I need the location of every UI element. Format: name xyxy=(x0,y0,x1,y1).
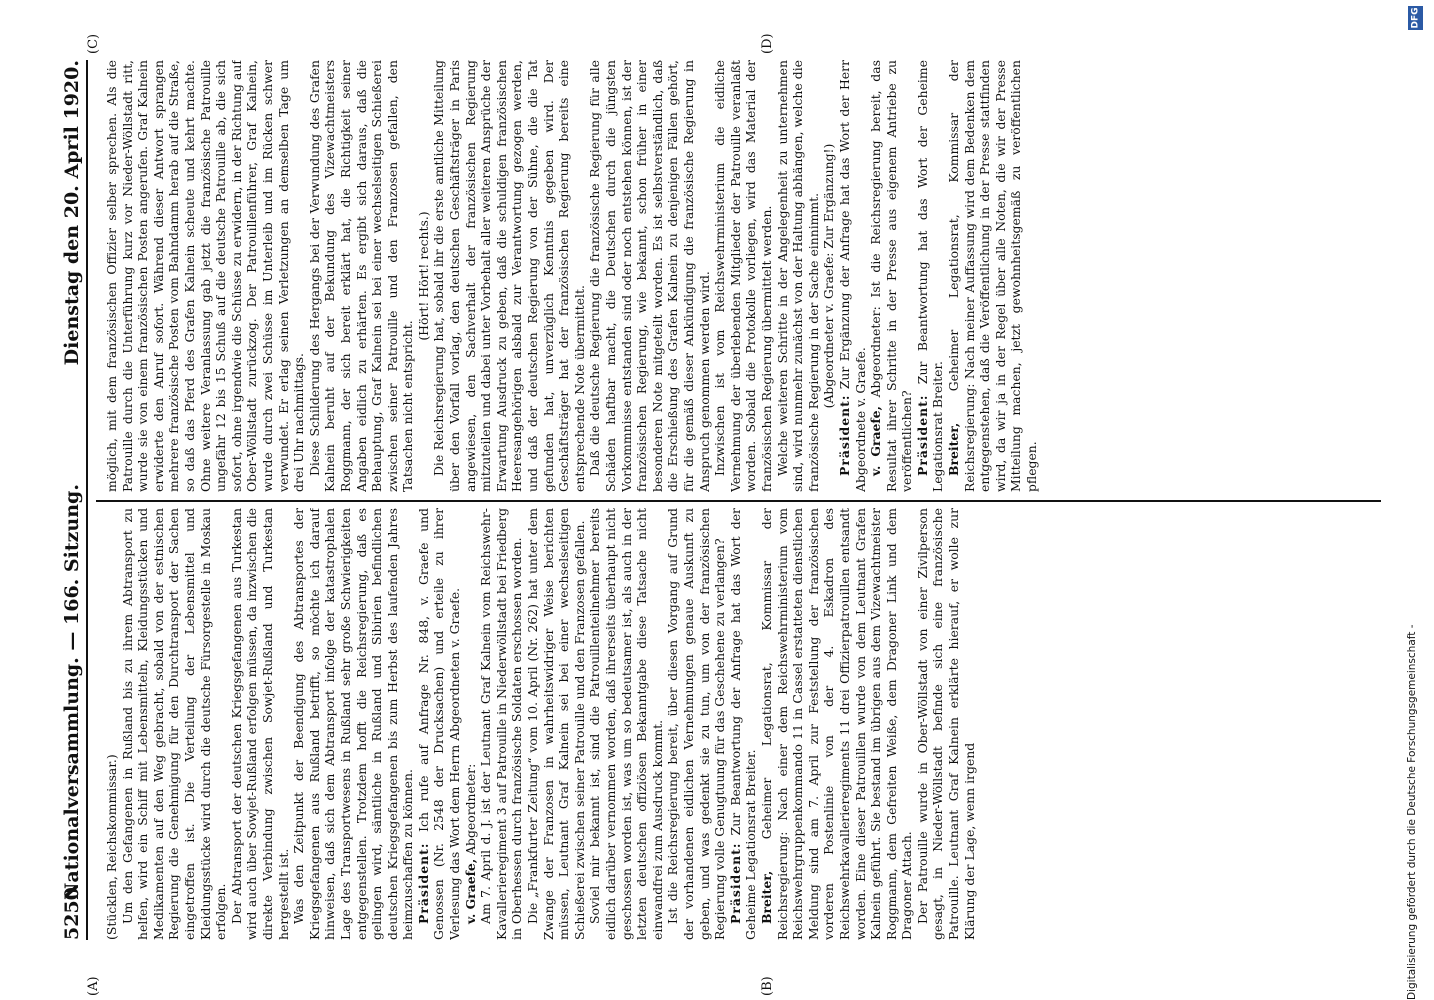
paragraph: Diese Schilderung des Hergangs bei der Verwundung des Grafen Kalnein beruht auf der Bekundung des Vizewachtmeisters Roggmann, der sich bereit erklärt hat, die Richtigkeit seiner Angaben eidlich zu erhärten. Es ergibt sich daraus, daß die Behauptung, Graf Kalnein sei bei einer wechselseitigen Schießerei zwischen seiner Patrouille und den Franzosen gefallen, den Tatsachen nicht entspricht. xyxy=(306,60,416,492)
speaker-paragraph xyxy=(837,60,868,492)
speaker-label: Präsident: xyxy=(727,842,743,924)
paragraph: Die Reichsregierung hat, sobald ihr die erste amtliche Mitteilung über den Vorfall vorlag, den deutschen Geschäftsträger in Paris angewiesen, den Sachverhalt der französischen Regierung mitzuteilen und dabei unter Vorbehalt aller weiteren Ansprüche der Erwartung Ausdruck zu geben, daß die schuldigen französischen Heeresangehörigen alsbald zur Verantwortung gezogen werden, und daß der deutschen Regierung von der Sühne, die die Tat gefunden hat, unverzüglich Kenntnis gegeben wird. Der Geschäftsträger hat der französischen Regierung bereits eine entsprechende Note übermittelt. xyxy=(431,60,587,492)
speaker-label: v. Graefe, xyxy=(868,406,884,476)
speaker-paragraph xyxy=(946,60,1040,492)
interjection: (Hört! Hört! rechts.) xyxy=(415,211,431,341)
speaker-role: Abgeordneter: xyxy=(462,763,478,855)
column-divider xyxy=(96,500,1381,502)
speaker-paragraph xyxy=(416,508,463,940)
paragraph: Inzwischen ist vom Reichswehrministerium die eidliche Vernehmung der überlebenden Mitglieder der Patrouille veranlaßt worden. Sobald die Protokolle vorliegen, wird das Material der französischen Regierung übermittelt werden. xyxy=(712,60,774,492)
margin-marker-b: (B) xyxy=(760,976,775,996)
paragraph: Die „Frankfurter Zeitung“ vom 10. April (Nr. 262) hat unter dem Zwange der Franzosen in wahrheitswidriger Weise berichten müssen, Leutnant Graf Kalnein sei bei einer wechselseitigen Schießerei zwischen seiner Patrouille und den Franzosen gefallen. xyxy=(525,508,587,940)
speech-text: Nach einer dem Reichswehrministerium vom Reichswehrgruppenkommando 11 in Cassel erstatteten dienstlichen Meldung sind am 7. April zur Feststellung der französischen vorderen Postenlinie von der 4. Eskadron des Reichswehrkavallerieregiments 11 drei Offizierpatrouillen entsandt worden. Eine dieser Patrouillen wurde von dem Leutnant Grafen Kalnein geführt. Sie bestand im übrigen aus dem Vizewachtmeister Roggmann, dem Gefreiten Weiße, dem Dragoner Link und dem Dragoner Attach. xyxy=(774,508,915,940)
speech-text: Zur Ergänzung der Anfrage hat das Wort der Herr Abgeordnete v. Graefe. xyxy=(836,60,868,492)
speaker-label: v. Graefe, xyxy=(462,858,478,924)
paragraph: Am 7. April d. J. ist der Leutnant Graf Kalnein vom Reichswehr-Kavallerieregiment 3 auf Patrouille in Niederwöllstadt bei Friedberg in Oberhessen durch französische Soldaten erschossen worden. xyxy=(478,508,525,940)
dfg-logo xyxy=(1408,6,1423,30)
paragraph: Um den Gefangenen in Rußland bis zu ihrem Abtransport zu helfen, wird ein Schiff mit Lebensmitteln, Kleidungsstücken und Medikamenten auf den Weg gebracht, sobald von der estnischen Regierung die Genehmigung für den Durchtransport der Sachen eingetroffen ist. Die Verteilung der Lebensmittel und Kleidungsstücke wird durch die deutsche Fürsorgestelle in Moskau erfolgen. xyxy=(119,508,229,940)
speech-text: Ich rufe auf Anfrage Nr. 848, v. Graefe und Genossen (Nr. 2548 der Drucksachen) und erteile zu ihrer Verlesung das Wort dem Herrn Abgeordneten v. Graefe. xyxy=(415,508,463,940)
page-header xyxy=(60,60,88,940)
speech-text: Zur Beantwortung der Anfrage hat das Wort der Geheime Legationsrat Breiter. xyxy=(727,508,759,940)
digitization-watermark xyxy=(1398,0,1434,1000)
speaker-label: Präsident: xyxy=(914,394,930,476)
speaker-label: Präsident: xyxy=(415,842,431,924)
paragraph: Welche weiteren Schritte in der Angelegenheit zu unternehmen sind, wird nunmehr zunächst von der Haltung abhängen, welche die französische Regierung in der Sache einnimmt. xyxy=(774,60,821,492)
speaker-paragraph xyxy=(759,508,915,940)
speaker-label: Präsident: xyxy=(836,394,852,476)
paragraph: Der Patrouille wurde in Ober-Wöllstadt von einer Zivilperson gesagt, in Nieder-Wöllstadt befinde sich eine französische Patrouille. Leutnant Graf Kalnein erklärte hierauf, er wolle zur Klärung der Lage, wenn irgend xyxy=(914,508,977,940)
speaker-paragraph xyxy=(728,508,759,940)
session-date: Dienstag den 20. April 1920. xyxy=(61,60,83,366)
watermark-text: Digitalisierung gefördert durch die Deutsche Forschungsgemeinschaft - xyxy=(1406,624,1418,1000)
speech-text: Zur Beantwortung hat das Wort der Geheime Legationsrat Breiter. xyxy=(914,60,946,492)
speaker-paragraph xyxy=(915,60,946,492)
speaker-label: Breiter, xyxy=(758,870,774,924)
paragraph: Ist die Reichsregierung bereit, über diesen Vorgang auf Grund der vorhandenen eidlichen Vernehmungen genaue Auskunft zu geben, und was gedenkt sie zu tun, um von der französischen Regierung volle Genugtuung für das Geschehene zu verlangen? xyxy=(665,508,728,940)
paragraph: Der Abtransport der deutschen Kriegsgefangenen aus Turkestan wird auch über Sowjet-Rußland erfolgen müssen, da inzwischen die direkte Verbindung zwischen Sowjet-Rußland und Turkestan hergestellt ist. xyxy=(228,508,291,940)
margin-marker-a: (A) xyxy=(86,976,101,996)
speaker-paragraph xyxy=(463,508,479,940)
page-number: 5250 xyxy=(61,887,83,940)
paragraph: Soviel mir bekannt ist, sind die Patrouillenteilnehmer bereits eidlich darüber vernommen worden, daß ihrerseits überhaupt nicht geschossen worden ist, was um so bedeutsamer ist, als auch in der letzten deutschen offiziösen Bekanntgabe diese Tatsache nicht einwandfrei zum Ausdruck kommt. xyxy=(587,508,665,940)
paragraph: Daß die deutsche Regierung die französische Regierung für alle Schäden haftbar macht, die Deutschen durch die jüngsten Vorkommnisse entstanden sind oder noch entstehen können, ist der französischen Regierung, wie bekannt, schon früher in einer besonderen Note mitgeteilt worden. Es ist selbstverständlich, daß die Erschießung des Grafen Kalnein zu denjenigen Fällen gehört, für die gemäß dieser Ankündigung die französische Regierung in Anspruch genommen werden wird. xyxy=(587,60,712,492)
session-title: Nationalversammlung. — 166. Sitzung. xyxy=(61,484,83,900)
paragraph: Was den Zeitpunkt der Beendigung des Abtransportes der Kriegsgefangenen aus Rußland betrifft, so möchte ich darauf hinweisen, daß sich dem Abtransport infolge der katastrophalen Lage des Transportwesens in Rußland sehr große Schwierigkeiten entgegenstellen. Trotzdem hofft die Reichsregierung, daß es gelingen wird, sämtliche in Rußland und Sibirien befindlichen deutschen Kriegsgefangenen bis zum Herbst des laufenden Jahres heimzuschaffen zu können. xyxy=(291,508,416,940)
interjection: (Abgeordneter v. Graefe: Zur Ergänzung!) xyxy=(821,143,837,409)
speaker-label: Breiter, xyxy=(946,422,962,476)
left-column xyxy=(104,508,1374,940)
speech-text: Abgeordneter: Ist die Reichsregierung bereit, das Resultat ihrer Schritte in der Presse aus eigenem Antriebe zu veröffentlichen? xyxy=(868,60,915,492)
margin-marker-d: (D) xyxy=(760,33,775,54)
speaker-note: (Stücklen, Reichskommissar.) xyxy=(104,754,119,940)
margin-marker-c: (C) xyxy=(86,33,101,54)
speech-text: Geheimer Legationsrat, Kommissar der Reichsregierung: Nach meiner Auffassung wird dem Bedenken dem entgegenstehen, daß die Veröffentlichung in der Presse stattfinden wird, da wir ja in der Regel über alle Noten, die wir der Presse Mitteilung machen, jetzt gewohnheitsgemäß zu veröffentlichen pflegen. xyxy=(946,60,1040,492)
speaker-paragraph xyxy=(868,60,915,492)
dfg-logo-text: DFG xyxy=(1410,7,1421,29)
speaker-role: Geheimer Legationsrat, Kommissar der Reichsregierung: xyxy=(758,508,790,940)
right-column xyxy=(104,60,1374,492)
paragraph: möglich, mit dem französischen Offizier selber sprechen. Als die Patrouille durch die Unterführung kurz vor Nieder-Wöllstadt ritt, wurde sie von einem französischen Posten angerufen. Graf Kalnein erwiderte den Anruf sofort. Während dieser Antwort sprangen mehrere französische Posten vom Bahndamm herab auf die Straße, so daß das Pferd des Grafen Kalnein scheute und kehrt machte. Ohne weitere Veranlassung gab jetzt die französische Patrouille ungefähr 12 bis 15 Schuß auf die deutsche Patrouille ab, die sich sofort, ohne irgendwie die Schüsse zu erwidern, in der Richtung auf Ober-Wöllstadt zurückzog. Der Patrouillenführer, Graf Kalnein, wurde durch zwei Schüsse im Unterleib und im Rücken schwer verwundet. Er erlag seinen Verletzungen an demselben Tage um drei Uhr nachmittags. xyxy=(104,60,307,492)
